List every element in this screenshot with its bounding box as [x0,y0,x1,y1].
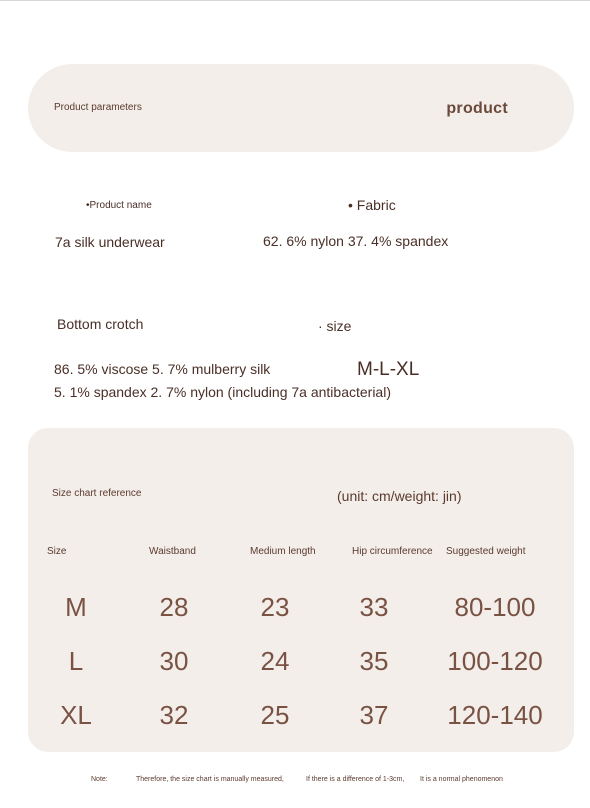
banner-title: product [446,100,508,117]
crotch-composition-line2: 5. 1% spandex 2. 7% nylon (including 7a antibacterial) [54,384,391,400]
row-m-weight: 80-100 [454,592,536,622]
row-l-waistband: 30 [159,646,189,676]
note-part-2: If there is a difference of 1-3cm, [306,776,405,783]
crotch-composition-line1: 86. 5% viscose 5. 7% mulberry silk [54,361,271,377]
row-l-medium-length: 24 [260,646,290,676]
product-name-label: •Product name [86,200,152,211]
row-xl-waistband: 32 [159,700,189,730]
size-chart-unit: (unit: cm/weight: jin) [337,488,462,504]
banner-label: Product parameters [54,102,142,113]
size-chart-title: Size chart reference [52,488,142,499]
column-header-medium-length: Medium length [250,546,316,557]
fabric-label: • Fabric [348,197,396,213]
column-header-suggested-weight: Suggested weight [446,546,526,557]
product-parameters-banner [28,64,574,152]
column-header-hip-circumference: Hip circumference [352,546,433,557]
crotch-label: Bottom crotch [57,316,144,332]
row-xl-weight: 120-140 [447,700,543,730]
row-xl-size: XL [60,700,92,730]
fabric-value: 62. 6% nylon 37. 4% spandex [263,233,449,249]
row-l-size: L [68,646,84,676]
row-m-medium-length: 23 [260,592,290,622]
column-header-size: Size [47,546,67,557]
row-xl-medium-length: 25 [260,700,290,730]
row-l-hip: 35 [359,646,389,676]
product-name-value: 7a silk underwear [55,234,165,250]
row-xl-hip: 37 [359,700,389,730]
column-header-waistband: Waistband [149,546,196,557]
note-label: Note: [91,776,108,783]
top-divider [0,0,590,1]
row-m-hip: 33 [359,592,389,622]
row-l-weight: 100-120 [447,646,543,676]
note-part-3: It is a normal phenomenon [420,776,503,783]
note-part-1: Therefore, the size chart is manually measured, [136,776,284,783]
size-chart-card [28,428,574,752]
size-value: M-L-XL [357,359,420,380]
size-label: · size [318,318,352,334]
row-m-size: M [65,592,87,622]
row-m-waistband: 28 [159,592,189,622]
